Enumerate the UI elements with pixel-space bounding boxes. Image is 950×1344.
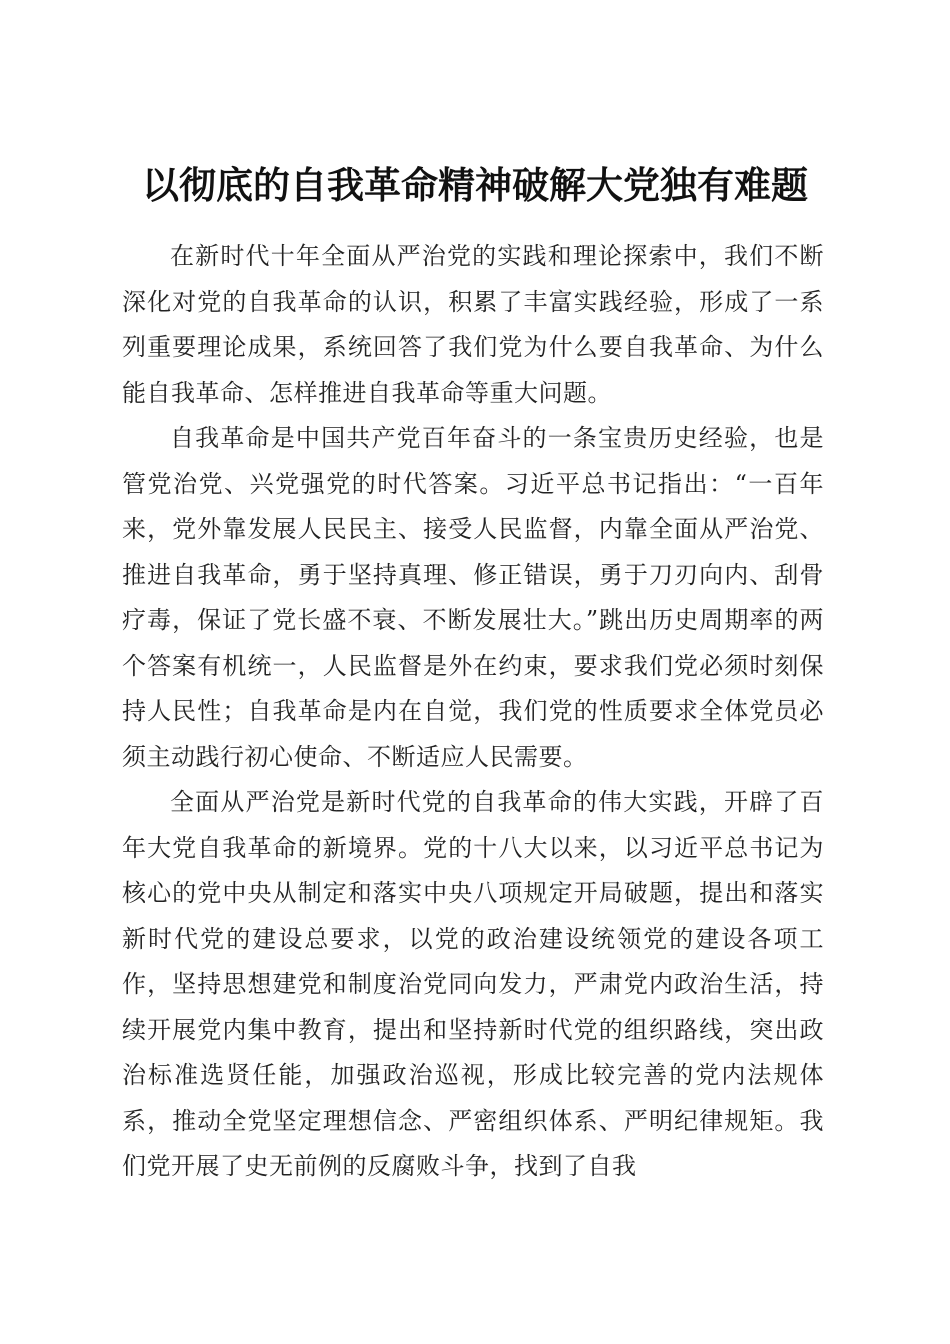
document-body — [122, 234, 824, 1190]
paragraph: 全面从严治党是新时代党的自我革命的伟大实践，开辟了百年大党自我革命的新境界。党的十八大以来，以习近平总书记为核心的党中央从制定和落实中央八项规定开局破题，提出和落实新时代党的建设总要求，以党的政治建设统领党的建设各项工作，坚持思想建党和制度治党同向发力，严肃党内政治生活，持续开展党内集中教育，提出和坚持新时代党的组织路线，突出政治标准选贤任能，加强政治巡视，形成比较完善的党内法规体系，推动全党坚定理想信念、严密组织体系、严明纪律规矩。我们党开展了史无前例的反腐败斗争，找到了自我 — [122, 788, 824, 1180]
document-title: 以彻底的自我革命精神破解大党独有难题 — [142, 162, 808, 207]
paragraph: 自我革命是中国共产党百年奋斗的一条宝贵历史经验，也是管党治党、兴党强党的时代答案。习近平总书记指出：“一百年来，党外靠发展人民民主、接受人民监督，内靠全面从严治党、推进自我革命，勇于坚持真理、修正错误，勇于刀刃向内、刮骨疗毒，保证了党长盛不衰、不断发展壮大。”跳出历史周期率的两个答案有机统一，人民监督是外在约束，要求我们党必须时刻保持人民性；自我革命是内在自觉，我们党的性质要求全体党员必须主动践行初心使命、不断适应人民需要。 — [122, 424, 824, 771]
paragraph: 在新时代十年全面从严治党的实践和理论探索中，我们不断深化对党的自我革命的认识，积累了丰富实践经验，形成了一系列重要理论成果，系统回答了我们党为什么要自我革命、为什么能自我革命、怎样推进自我革命等重大问题。 — [122, 242, 824, 407]
